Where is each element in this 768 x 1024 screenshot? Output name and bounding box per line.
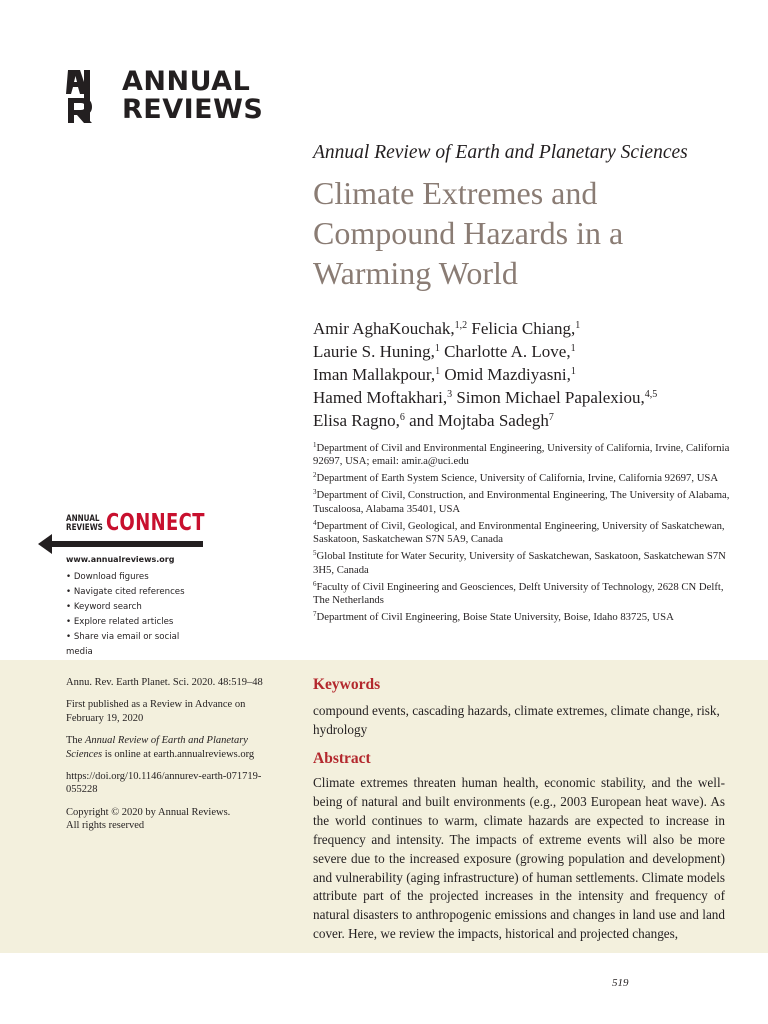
affiliation-list bbox=[313, 442, 735, 628]
author-name: and Mojtaba Sadegh bbox=[404, 411, 549, 430]
affiliation-number: 5 bbox=[313, 549, 317, 558]
affiliation-text: Global Institute for Water Security, University of Saskatchewan, Saskatoon, Saskatchewan S7N 3H5, Canada bbox=[313, 550, 726, 576]
author-affil-ref: 1 bbox=[434, 343, 440, 354]
connect-title: CONNECT bbox=[106, 510, 205, 536]
article-title: Climate Extremes and Compound Hazards in a Warming World bbox=[313, 175, 624, 291]
affiliation-text: Faculty of Civil Engineering and Geosciences, Delft University of Technology, 2628 CN Delft, The Netherlands bbox=[313, 580, 724, 606]
author-affil-ref: 4,5 bbox=[644, 389, 658, 400]
citation: Annu. Rev. Earth Planet. Sci. 2020. 48:519–48 bbox=[66, 677, 263, 688]
affiliation bbox=[313, 611, 735, 624]
affiliation-text: Department of Civil Engineering, Boise State University, Boise, Idaho 83725, USA bbox=[316, 611, 674, 624]
online-journal-name: Annual Review of Earth and Planetary Sciences bbox=[66, 735, 248, 760]
list-item: • Explore related articles bbox=[66, 615, 203, 630]
doi-link[interactable]: https://doi.org/10.1146/annurev-earth-071719-055228 bbox=[66, 771, 262, 796]
logo-annual-text: ANNUAL bbox=[122, 66, 251, 97]
online-text-post: is online at earth.annualreviews.org bbox=[102, 748, 255, 760]
online-availability bbox=[66, 734, 281, 761]
connect-url[interactable]: www.annualreviews.org bbox=[66, 555, 175, 564]
affiliation-number: 1 bbox=[313, 441, 317, 449]
abstract-heading: Abstract bbox=[313, 750, 371, 767]
list-item: • Download figures bbox=[66, 570, 203, 585]
affiliation-text: Department of Civil and Environmental Engineering, University of California, Irvine, California 92697, USA; email: amir.a@uci.edu bbox=[313, 442, 730, 468]
annual-reviews-logo bbox=[66, 66, 266, 125]
author-name: Iman Mallakpour, bbox=[313, 365, 436, 384]
author-affil-ref: 6 bbox=[399, 412, 405, 423]
affiliation bbox=[313, 442, 735, 469]
affiliation bbox=[313, 489, 735, 516]
affiliation bbox=[313, 550, 735, 577]
author-affil-ref: 1 bbox=[575, 320, 581, 331]
affiliation-number: 7 bbox=[313, 610, 317, 619]
affiliation-number: 4 bbox=[313, 518, 317, 527]
publication-date: First published as a Review in Advance on February 19, 2020 bbox=[66, 699, 246, 724]
connect-annual-reviews-label bbox=[66, 515, 103, 533]
author-affil-ref: 1 bbox=[435, 366, 441, 377]
list-item: • Navigate cited references bbox=[66, 585, 203, 600]
affiliation-text: Department of Civil, Construction, and Environmental Engineering, The University of Alabama, Tuscaloosa, Alabama 35401, USA bbox=[313, 489, 730, 515]
keywords-heading: Keywords bbox=[313, 676, 381, 693]
left-arrow-icon bbox=[38, 533, 203, 555]
author-affil-ref: 1 bbox=[570, 343, 576, 354]
rights: All rights reserved bbox=[66, 820, 145, 832]
author-name: Amir AghaKouchak, bbox=[313, 319, 455, 338]
journal-name: Annual Review of Earth and Planetary Sciences bbox=[313, 142, 688, 163]
affiliation-text: Department of Civil, Geological, and Environmental Engineering, University of Saskatchewan, Saskatoon, Saskatchewan S7N 5A9, Canada bbox=[313, 519, 725, 546]
abstract-text: Climate extremes threaten human health, economic stability, and the well-being of natural and built environments (e.g., 2003 European heat wave). As the world continues to warm, climate hazards are expected to increase in frequency and intensity. The impacts of extreme events will also be more severe due to the increased exposure (growing population and development) and vulnerability (aging infrastructure) of human settlements. Climate models attribute part of the projected increases in the intensity and frequency of natural disasters to anthropogenic emissions and changes in land use and land cover. Here, we review the impacts, historical and projected changes, bbox=[313, 775, 725, 942]
author-line bbox=[313, 386, 753, 409]
affiliation-number: 2 bbox=[313, 471, 317, 480]
copyright: Copyright © 2020 by Annual Reviews. bbox=[66, 806, 231, 818]
author-line bbox=[313, 317, 753, 340]
affiliation bbox=[313, 581, 735, 608]
article-metadata bbox=[66, 676, 281, 833]
list-item: • Share via email or social media bbox=[66, 630, 203, 660]
affiliation bbox=[313, 520, 735, 547]
author-name: Hamed Moftakhari, bbox=[313, 388, 448, 407]
list-item: • Keyword search bbox=[66, 600, 203, 615]
author-line bbox=[313, 409, 753, 432]
annual-reviews-connect-box bbox=[38, 510, 205, 657]
keywords-text: compound events, cascading hazards, climate extremes, climate change, risk, hydrology bbox=[313, 703, 720, 737]
author-name: Laurie S. Huning, bbox=[313, 342, 435, 361]
author-line bbox=[313, 363, 753, 386]
author-name: Omid Mazdiyasni, bbox=[440, 365, 571, 384]
affiliation bbox=[313, 472, 735, 485]
connect-feature-list bbox=[66, 570, 203, 660]
author-affil-ref: 7 bbox=[548, 412, 554, 423]
connect-reviews-text: REVIEWS bbox=[66, 523, 103, 533]
author-name: Simon Michael Papalexiou, bbox=[452, 388, 645, 407]
page-number: 519 bbox=[612, 977, 629, 989]
author-name: Elisa Ragno, bbox=[313, 411, 400, 430]
logo-reviews-text: REVIEWS bbox=[122, 94, 264, 125]
affiliation-text: Department of Earth System Science, University of California, Irvine, California 92697, USA bbox=[316, 472, 719, 485]
annual-reviews-mark-icon bbox=[66, 70, 100, 123]
author-name: Charlotte A. Love, bbox=[439, 342, 571, 361]
online-text-pre: The bbox=[66, 735, 85, 747]
author-affil-ref: 1,2 bbox=[454, 320, 468, 331]
connect-annual-text: ANNUAL bbox=[66, 514, 100, 524]
author-affil-ref: 3 bbox=[447, 389, 453, 400]
author-name: Felicia Chiang, bbox=[467, 319, 576, 338]
affiliation-number: 3 bbox=[313, 488, 317, 497]
author-affil-ref: 1 bbox=[570, 366, 576, 377]
affiliation-number: 6 bbox=[313, 579, 317, 588]
author-line bbox=[313, 340, 753, 363]
author-list bbox=[313, 317, 753, 432]
